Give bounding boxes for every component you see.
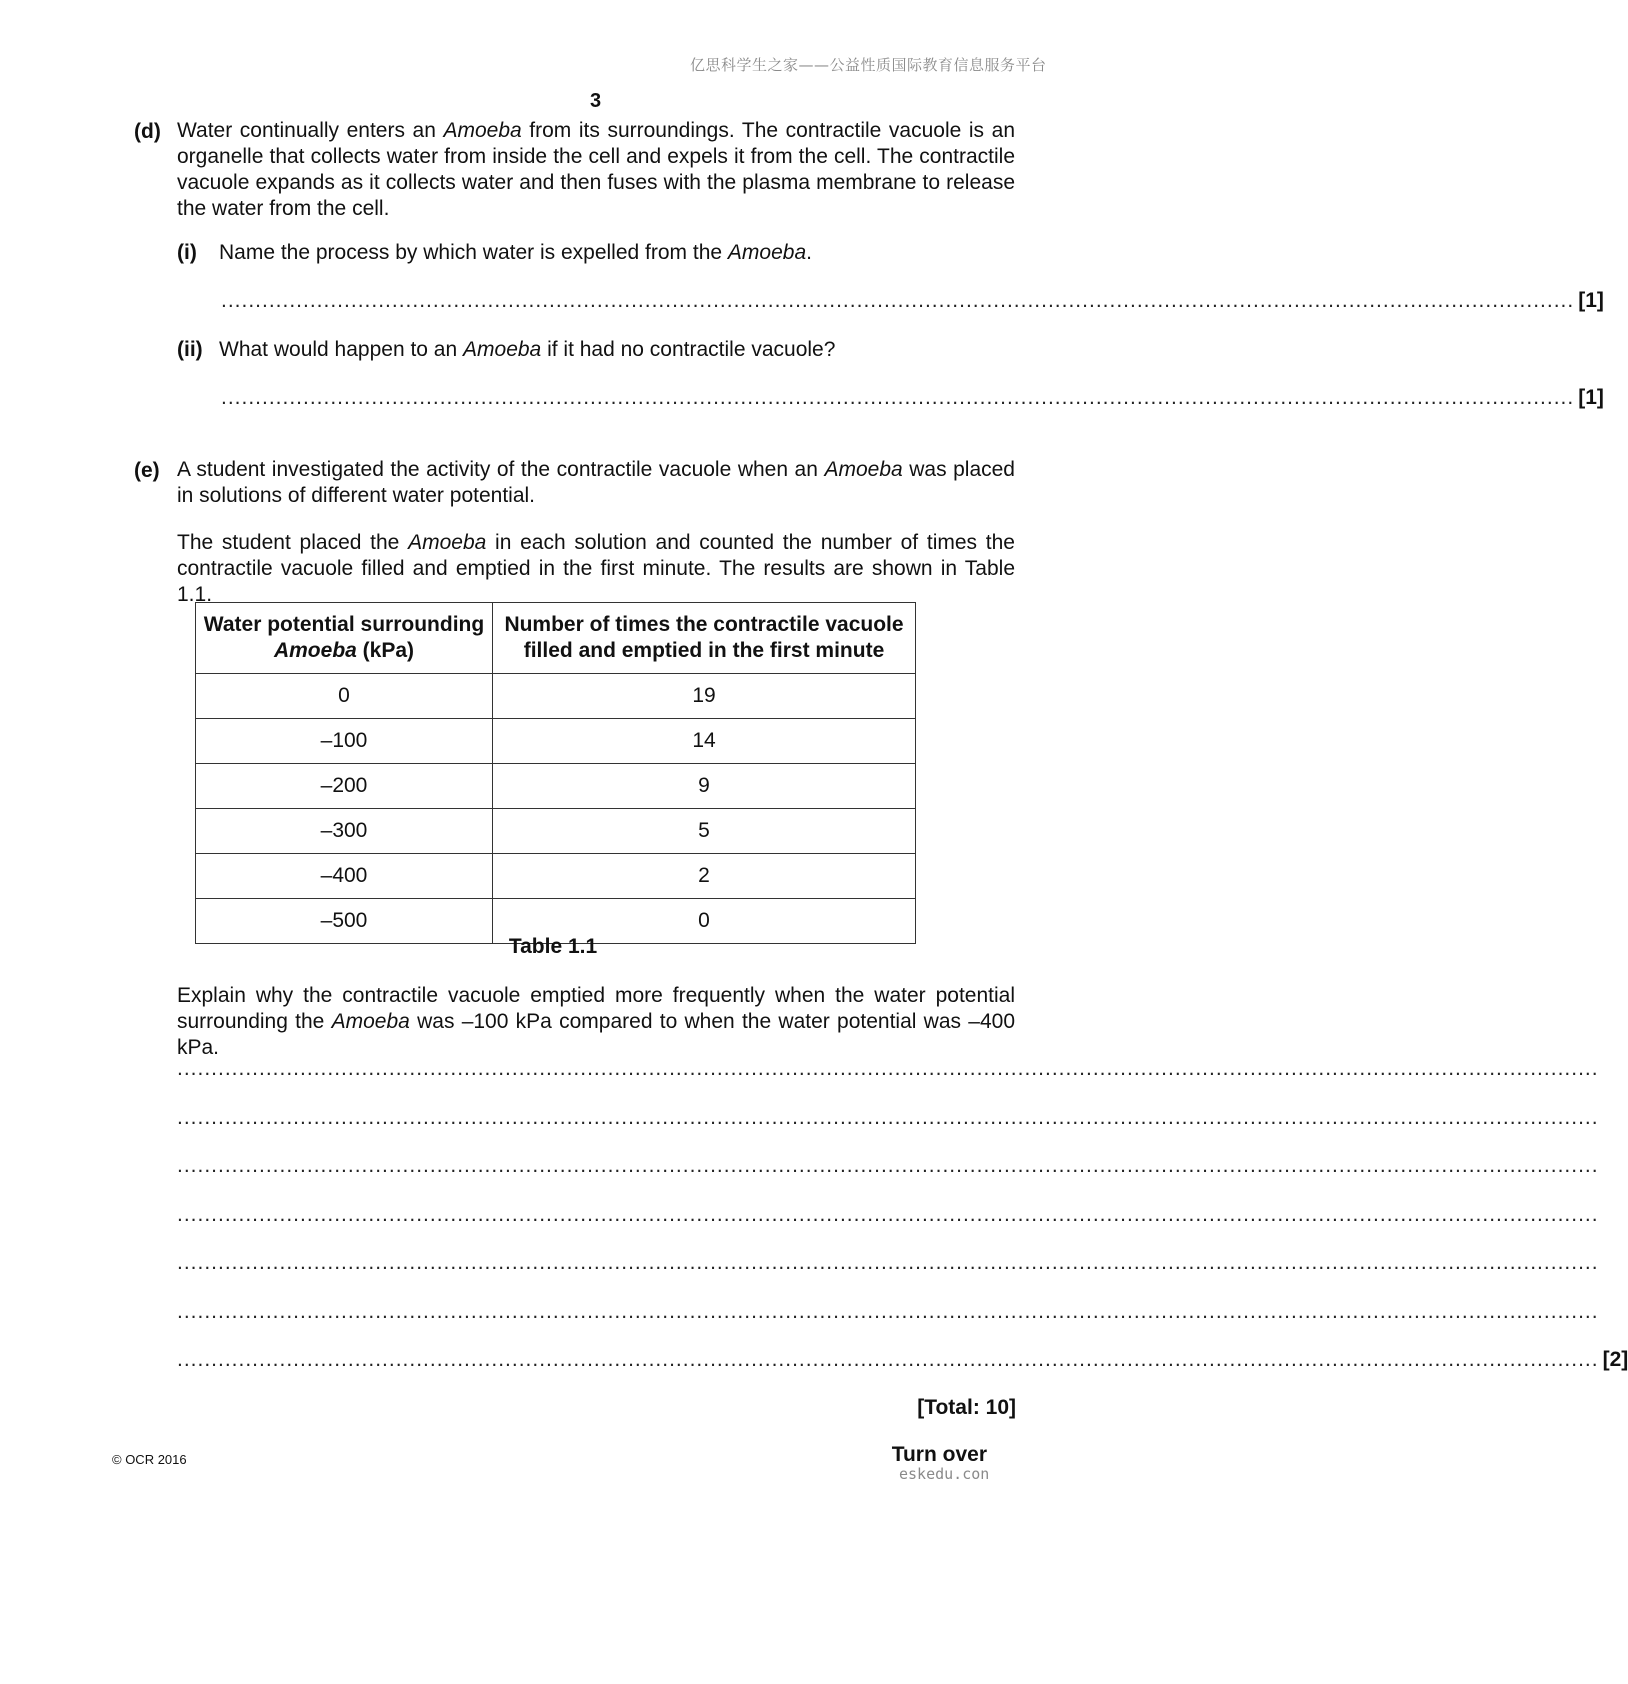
question-d-text: Water continually enters an Amoeba from its surroundings. The contractile vacuole is an organelle that collects water from inside the cell and expels it from the cell. The contractile vacuole expands as it collects water and then fuses with the plasma membrane to release the water from the cell. [177,119,1015,220]
table-caption: Table 1.1 [508,935,598,958]
dotted-line: ................................................................................................................................................................................................................ [177,1106,1599,1129]
table-row [196,809,916,854]
dotted-line: ................................................................................................................................................................................................................ [177,1348,1599,1371]
subquestion-label-i: (i) [177,241,197,264]
answer-line-e-1[interactable] [177,1057,1599,1081]
table-header-row [196,603,916,674]
water-potential-cell: 0 [196,674,493,719]
table-row [196,854,916,899]
dotted-line: ................................................................................................................................................................................................................ [177,1203,1599,1226]
question-e-explain: Explain why the contractile vacuole emptied more frequently when the water potential surrounding the Amoeba was –100 kPa compared to when the water potential was –400 kPa. [177,984,1015,1059]
vacuole-count-cell: 19 [493,674,916,719]
dotted-line: ................................................................................................................................................................................................................ [177,1300,1599,1323]
vacuole-count-cell: 9 [493,764,916,809]
answer-line-e-6[interactable] [177,1300,1599,1324]
answer-line-e-5[interactable] [177,1251,1599,1275]
question-label-d: (d) [134,120,161,143]
total-marks: [Total: 10] [917,1396,1016,1419]
marks-label: [1] [1578,289,1604,312]
water-potential-cell: –500 [196,899,493,944]
answer-line-e-2[interactable] [177,1106,1599,1130]
subquestion-ii-text: What would happen to an Amoeba if it had no contractile vacuole? [219,338,836,361]
site-watermark: eskedu.con [899,1465,990,1483]
dotted-line: ................................................................................................................................................................................................................ [177,1057,1599,1080]
table-row [196,719,916,764]
answer-line-e-3[interactable] [177,1154,1599,1178]
vacuole-count-cell: 0 [493,899,916,944]
water-potential-cell: –200 [196,764,493,809]
answer-line-d-ii[interactable] [221,386,1604,410]
marks-label: [2] [1602,1348,1628,1371]
answer-line-d-i[interactable] [221,289,1604,313]
vacuole-count-cell: 5 [493,809,916,854]
dotted-line: ...................................................................................................................................................................................................... [221,289,1575,312]
water-potential-cell: –400 [196,854,493,899]
answer-line-e-7[interactable] [177,1348,1628,1372]
turn-over-label: Turn over [891,1443,987,1466]
subquestion-i-text: Name the process by which water is expelled from the Amoeba. [219,241,812,264]
dotted-line: ................................................................................................................................................................................................................ [177,1251,1599,1274]
page-number: 3 [589,90,602,112]
table-header-water-potential: Water potential surrounding Amoeba (kPa) [196,603,493,674]
table-row [196,674,916,719]
answer-line-e-4[interactable] [177,1203,1599,1227]
results-table-wrapper [195,602,916,944]
vacuole-count-cell: 2 [493,854,916,899]
vacuole-count-cell: 14 [493,719,916,764]
table-row [196,764,916,809]
question-e-method: The student placed the Amoeba in each solution and counted the number of times the contractile vacuole filled and emptied in the first minute. The results are shown in Table 1.1. [177,531,1015,606]
dotted-line: ................................................................................................................................................................................................................ [177,1154,1599,1177]
marks-label: [1] [1578,386,1604,409]
dotted-line: ...................................................................................................................................................................................................... [221,386,1575,409]
table-header-vacuole-count: Number of times the contractile vacuole filled and emptied in the first minute [493,603,916,674]
water-potential-cell: –300 [196,809,493,854]
results-table [195,602,916,944]
copyright-notice: © OCR 2016 [112,1452,187,1467]
water-potential-cell: –100 [196,719,493,764]
question-label-e: (e) [134,459,160,482]
watermark-text: 亿思科学生之家——公益性质国际教育信息服务平台 [690,56,1047,74]
subquestion-label-ii: (ii) [177,338,203,361]
question-e-intro: A student investigated the activity of the contractile vacuole when an Amoeba was placed in solutions of different water potential. [177,458,1015,507]
